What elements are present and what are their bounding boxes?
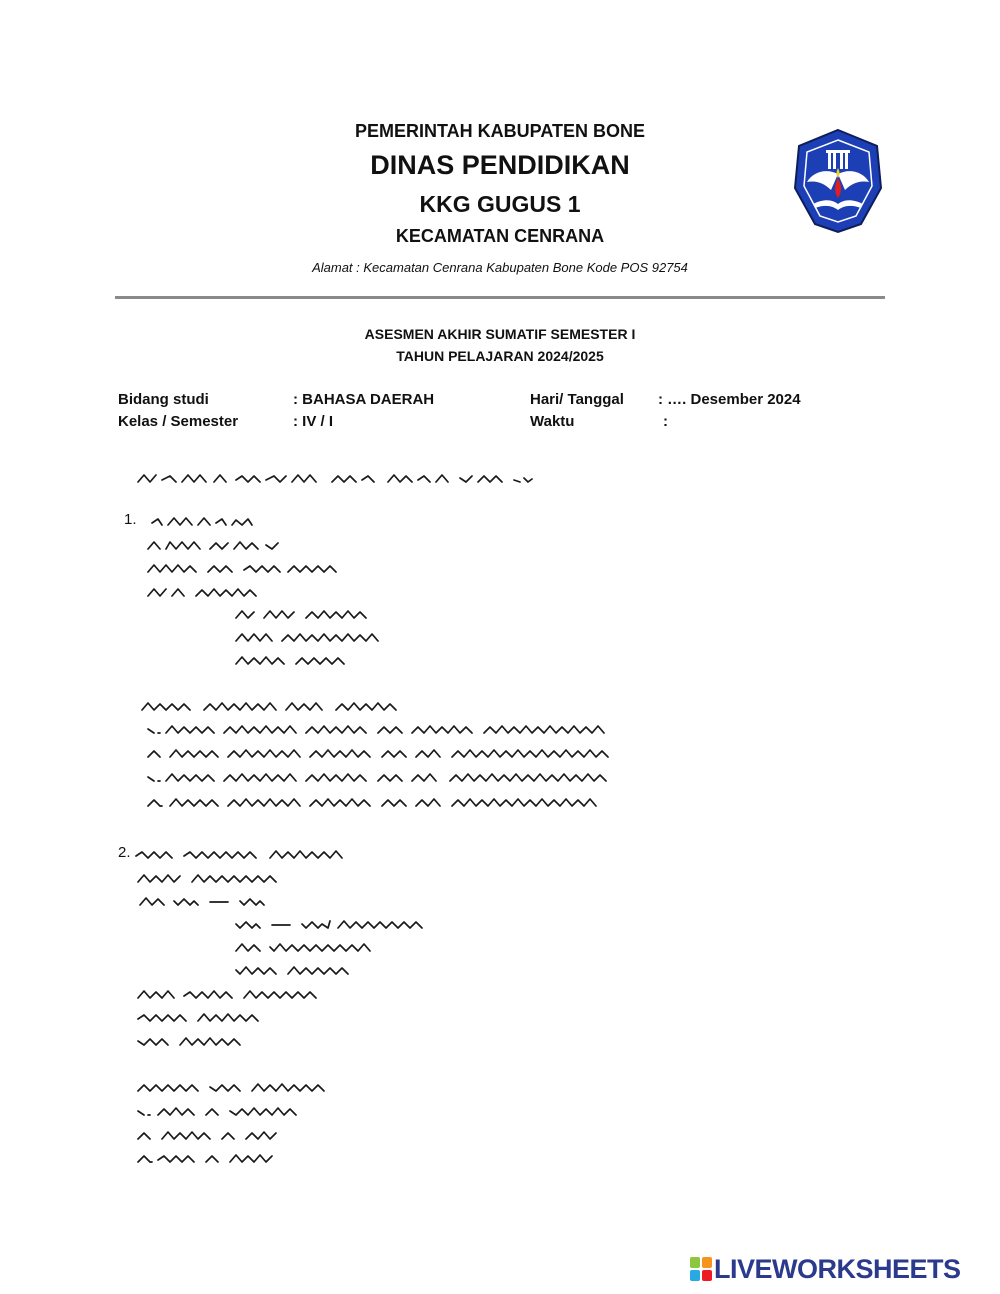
lontara-line: [136, 1103, 306, 1121]
lontara-line: [136, 870, 286, 888]
header-divider: [115, 296, 885, 299]
lontara-line: [146, 584, 276, 602]
lontara-line: [234, 916, 434, 934]
lontara-line: [146, 794, 616, 812]
lontara-line: [146, 560, 346, 578]
header-district: KECAMATAN CENRANA: [395, 226, 605, 246]
lontara-line: [136, 1009, 276, 1027]
lontara-line: [136, 470, 536, 488]
question-number: 1.: [124, 511, 137, 528]
exam-year: TAHUN PELAJARAN 2024/2025: [396, 348, 604, 364]
lontara-line: [136, 1150, 286, 1168]
lontara-line: [146, 769, 626, 787]
lontara-line: [146, 745, 626, 763]
lontara-line: [234, 652, 364, 670]
lontara-line: [136, 1079, 336, 1097]
time-label: Waktu: [530, 413, 575, 430]
exam-title: ASESMEN AKHIR SUMATIF SEMESTER I: [364, 326, 636, 342]
class-label: Kelas / Semester: [118, 413, 239, 430]
lontara-line: [136, 1033, 256, 1051]
header-agency: DINAS PENDIDIKAN: [370, 150, 630, 180]
lontara-line: [134, 846, 354, 864]
lontara-line: [234, 939, 394, 957]
date-value: : …. Desember 2024: [658, 391, 801, 408]
lontara-line: [150, 513, 260, 531]
header-government: PEMERINTAH KABUPATEN BONE: [354, 121, 645, 141]
subject-value: : BAHASA DAERAH: [293, 391, 435, 408]
lontara-line: [140, 698, 460, 716]
time-value: :: [663, 413, 668, 430]
header-address: Alamat : Kecamatan Cenrana Kabupaten Bone Kode POS 92754: [312, 260, 688, 275]
lontara-line: [234, 962, 364, 980]
class-value: : IV / I: [293, 413, 334, 430]
liveworksheets-logo: [690, 1254, 961, 1284]
lontara-line: [136, 986, 336, 1004]
lontara-line: [146, 721, 616, 739]
lontara-line: [234, 629, 394, 647]
brand-name: LIVEWORKSHEETS: [714, 1253, 961, 1284]
subject-label: Bidang studi: [118, 391, 209, 408]
lontara-line: [146, 537, 286, 555]
header-group: KKG GUGUS 1: [419, 191, 581, 217]
liveworksheets-logo-icon: [690, 1257, 712, 1281]
lontara-line: [234, 606, 384, 624]
question-number: 2.: [118, 844, 131, 861]
lontara-line: [136, 1127, 286, 1145]
tut-wuri-handayani-emblem-icon: [793, 128, 883, 234]
lontara-line: [138, 893, 278, 911]
date-label: Hari/ Tanggal: [530, 391, 624, 408]
